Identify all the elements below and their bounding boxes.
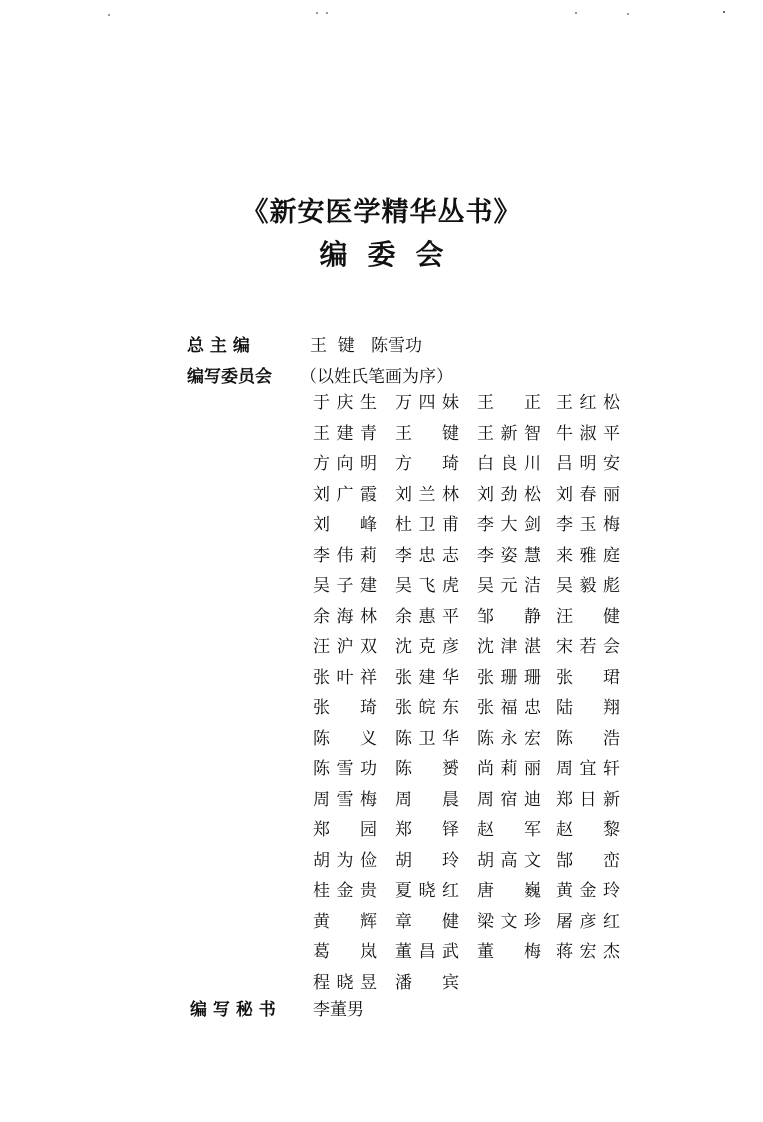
member-name: 陈卫华 <box>395 728 459 749</box>
member-name: 邹 静 <box>477 606 541 627</box>
series-title: 《新安医学精华丛书》 <box>241 197 522 228</box>
member-name: 陈永宏 <box>477 728 541 749</box>
member-name: 胡为俭 <box>313 850 377 871</box>
member-row <box>313 423 633 454</box>
member-row <box>313 972 633 1003</box>
member-row <box>313 453 633 484</box>
member-name: 李姿慧 <box>477 545 541 566</box>
member-name: 葛 岚 <box>313 942 377 962</box>
member-row <box>313 697 633 728</box>
member-name: 牛淑平 <box>556 423 620 444</box>
member-name: 余海林 <box>313 606 377 627</box>
member-name: 方向明 <box>313 454 377 474</box>
member-name: 董昌武 <box>395 942 459 962</box>
member-name: 张叶祥 <box>313 667 377 688</box>
member-name: 周宜轩 <box>556 759 620 779</box>
scan-speck <box>326 12 328 14</box>
member-name: 沈克彦 <box>395 637 459 657</box>
member-name: 张 琦 <box>313 698 377 718</box>
member-name: 刘春丽 <box>556 484 620 505</box>
member-name: 潘 宾 <box>395 972 459 993</box>
member-name: 桂金贵 <box>313 881 377 901</box>
member-name: 吴子建 <box>313 576 377 596</box>
member-row <box>313 758 633 789</box>
member-name: 陈 浩 <box>556 728 620 749</box>
member-name: 屠彦红 <box>556 911 620 932</box>
member-row <box>313 789 633 820</box>
member-name: 刘 峰 <box>313 515 377 535</box>
member-name: 张珊珊 <box>477 667 541 688</box>
member-row <box>313 514 633 545</box>
member-row <box>313 575 633 606</box>
member-name: 胡 玲 <box>395 850 459 871</box>
secretary-name: 李董男 <box>313 1000 364 1020</box>
scan-speck <box>627 13 629 15</box>
chief-editor-label: 总 主 编 <box>187 336 250 356</box>
secretary-label: 编 写 秘 书 <box>190 1000 276 1020</box>
member-name: 赵 黎 <box>556 820 620 840</box>
member-name: 黄 辉 <box>313 911 377 932</box>
editorial-board-note: （以姓氏笔画为序） <box>300 367 453 387</box>
member-list <box>313 392 633 1002</box>
member-row <box>313 606 633 637</box>
member-name: 董 梅 <box>477 942 541 962</box>
member-name: 陈 赟 <box>395 759 459 779</box>
member-name: 李玉梅 <box>556 515 620 535</box>
member-name: 唐 巍 <box>477 881 541 901</box>
member-name: 杜卫甫 <box>395 515 459 535</box>
member-name: 王红松 <box>556 393 620 413</box>
member-name: 梁文珍 <box>477 911 541 932</box>
member-name: 刘广霞 <box>313 484 377 505</box>
member-name: 郑 园 <box>313 820 377 840</box>
member-name: 吴飞虎 <box>395 576 459 596</box>
member-name: 余惠平 <box>395 606 459 627</box>
member-name: 陈 义 <box>313 728 377 749</box>
member-name: 于庆生 <box>313 393 377 413</box>
member-name: 周 晨 <box>395 789 459 810</box>
member-row <box>313 728 633 759</box>
member-name: 周宿迪 <box>477 789 541 810</box>
member-name: 沈津湛 <box>477 637 541 657</box>
member-name: 白良川 <box>477 454 541 474</box>
member-name: 张建华 <box>395 667 459 688</box>
member-name: 郑日新 <box>556 789 620 810</box>
member-name: 蒋宏杰 <box>556 942 620 962</box>
member-name: 王 正 <box>477 393 541 413</box>
member-row <box>313 484 633 515</box>
member-row <box>313 941 633 972</box>
member-name: 周雪梅 <box>313 789 377 810</box>
member-name: 郜 峦 <box>556 850 620 871</box>
member-row <box>313 545 633 576</box>
chief-editor-names: 王 键 陈雪功 <box>310 336 423 356</box>
member-name: 刘兰林 <box>395 484 459 505</box>
member-row <box>313 880 633 911</box>
member-name: 张皖东 <box>395 698 459 718</box>
member-name: 李大剑 <box>477 515 541 535</box>
member-name: 胡高文 <box>477 850 541 871</box>
member-name: 宋若会 <box>556 637 620 657</box>
member-row <box>313 850 633 881</box>
member-name: 万四妹 <box>395 393 459 413</box>
member-row <box>313 819 633 850</box>
member-row <box>313 667 633 698</box>
member-name: 来雅庭 <box>556 545 620 566</box>
member-row <box>313 911 633 942</box>
member-name: 赵 军 <box>477 820 541 840</box>
member-name: 王建青 <box>313 423 377 444</box>
member-name: 夏晓红 <box>395 881 459 901</box>
member-name: 方 琦 <box>395 454 459 474</box>
member-name: 郑 铎 <box>395 820 459 840</box>
member-name: 程晓昱 <box>313 972 377 993</box>
member-name: 汪沪双 <box>313 637 377 657</box>
member-name: 陈雪功 <box>313 759 377 779</box>
member-name: 汪 健 <box>556 606 620 627</box>
member-name: 尚莉丽 <box>477 759 541 779</box>
member-row <box>313 636 633 667</box>
scan-speck <box>575 12 577 14</box>
member-name: 王新智 <box>477 423 541 444</box>
member-name: 王 键 <box>395 423 459 444</box>
member-name: 张福忠 <box>477 698 541 718</box>
member-name: 吴毅彪 <box>556 576 620 596</box>
member-name: 陆 翔 <box>556 698 620 718</box>
member-name: 李伟莉 <box>313 545 377 566</box>
editorial-board-label: 编写委员会 <box>187 367 272 387</box>
member-name: 章 健 <box>395 911 459 932</box>
member-name: 刘劲松 <box>477 484 541 505</box>
member-name: 李忠志 <box>395 545 459 566</box>
scan-speck <box>108 14 110 16</box>
scan-speck <box>723 11 725 13</box>
member-name: 吕明安 <box>556 454 620 474</box>
member-name: 吴元洁 <box>477 576 541 596</box>
committee-title: 编委会 <box>319 238 464 271</box>
member-name: 张 珺 <box>556 667 620 688</box>
scan-speck <box>316 12 318 14</box>
member-name: 黄金玲 <box>556 881 620 901</box>
member-row <box>313 392 633 423</box>
